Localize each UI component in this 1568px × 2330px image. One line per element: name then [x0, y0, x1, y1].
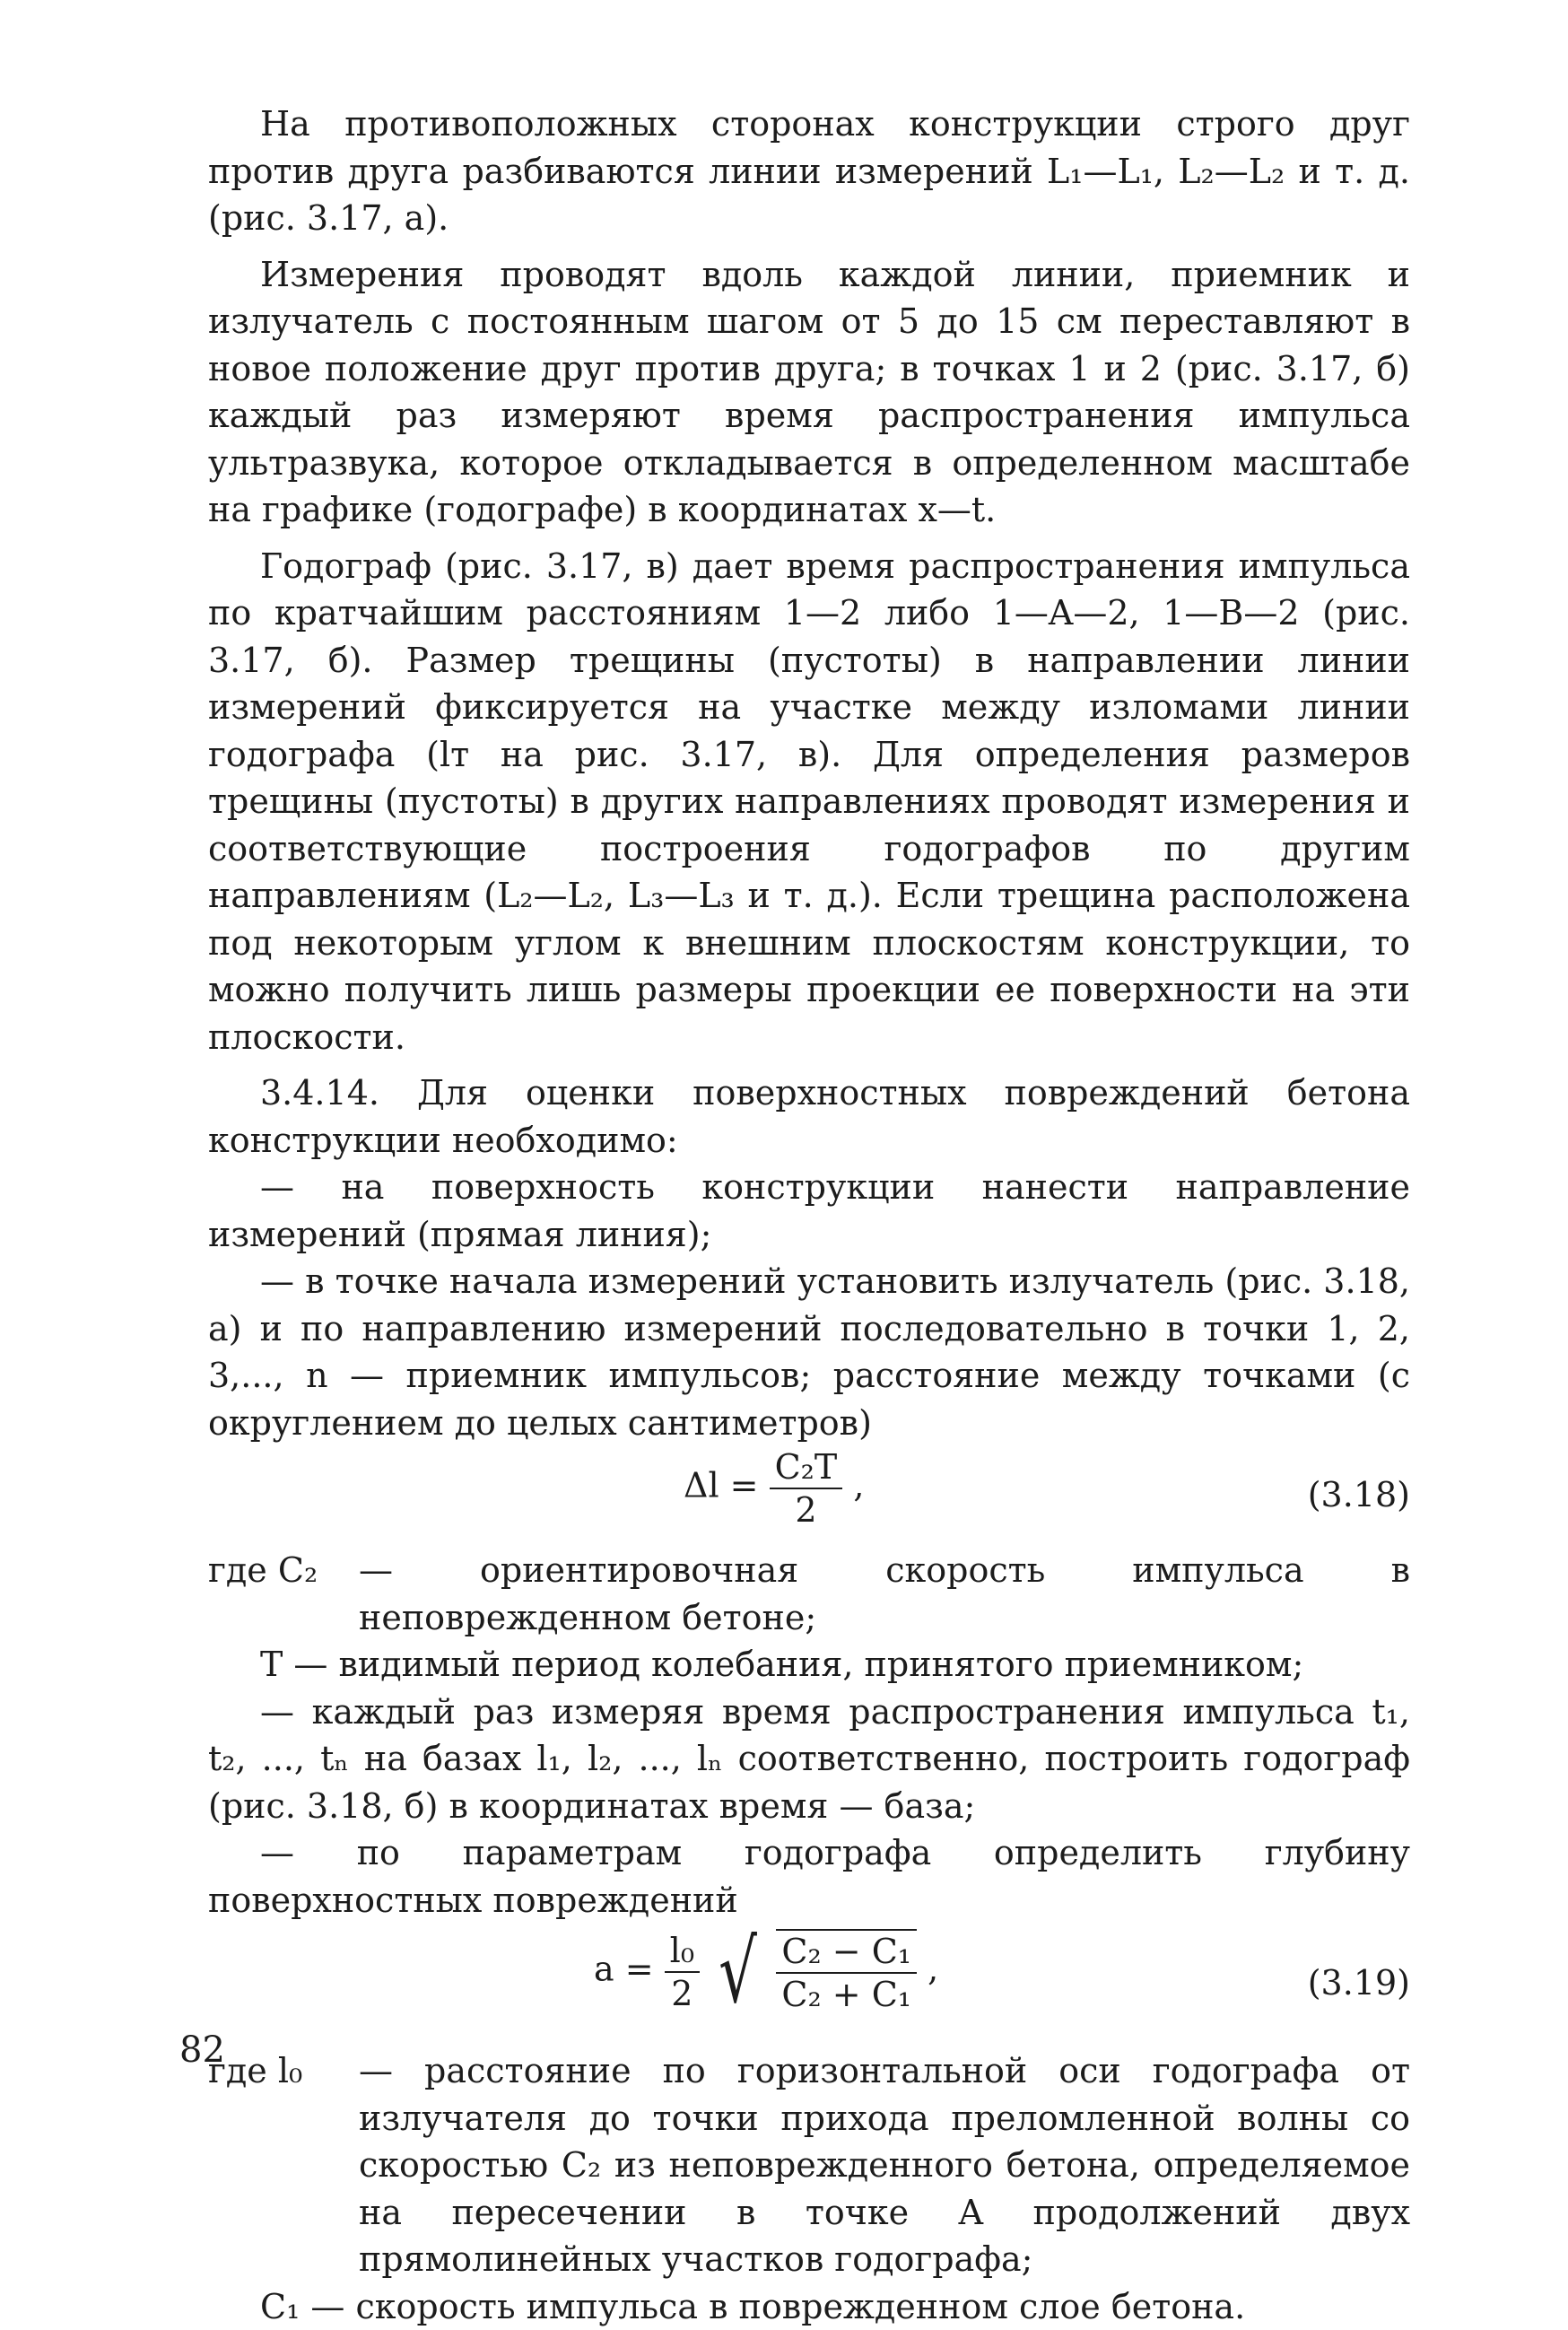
- dash-item-2: — в точке начала измерений установить излучатель (рис. 3.18, а) и по направлению измерений последовательно в точки 1, 2, 3,..., n — приемник импульсов; расстояние между точками (с округлением до целых сантиметров): [208, 1258, 1410, 1446]
- formula-3-18-denominator: 2: [770, 1489, 843, 1531]
- radicand-fraction: [776, 1931, 917, 2015]
- page-number: 82: [179, 2029, 225, 2071]
- equation-number-3-19: (3.19): [1308, 1959, 1410, 2007]
- equation-number-3-18: (3.18): [1308, 1471, 1410, 1519]
- dash-item-3: — каждый раз измеряя время распространения импульса t₁, t₂, ..., tₙ на базах l₁, l₂, ..., lₙ соответственно, построить годограф (рис. 3.18, б) в координатах время — база;: [208, 1689, 1410, 1830]
- where-block-2: [208, 2047, 1410, 2283]
- dash-item-1: — на поверхность конструкции нанести направление измерений (прямая линия);: [208, 1164, 1410, 1258]
- formula-3-19-sqrt: [710, 1929, 917, 2015]
- paragraph-4: 3.4.14. Для оценки поверхностных повреждений бетона конструкции необходимо:: [208, 1069, 1410, 1164]
- formula-3-18-body: [684, 1446, 864, 1531]
- dash-item-4: — по параметрам годографа определить глубину поверхностных повреждений: [208, 1829, 1410, 1924]
- where-label-c2: где C₂: [208, 1547, 318, 1594]
- formula-3-18-numerator: C₂T: [770, 1446, 843, 1489]
- formula-3-19: [208, 1924, 1410, 2047]
- formula-3-19-numerator: l₀: [665, 1930, 700, 1973]
- sqrt-symbol-icon: √: [719, 1929, 757, 2015]
- radicand-numerator: C₂ − C₁: [776, 1931, 917, 1974]
- formula-3-18-tail: ,: [853, 1466, 864, 1505]
- paragraph-3: Годограф (рис. 3.17, в) дает время распространения импульса по кратчайшим расстояниям 1—2 либо 1—A—2, 1—B—2 (рис. 3.17, б). Размер трещины (пустоты) в направлении линии измерений фиксируется на участке между изломами линии годографа (lт на рис. 3.17, в). Для определения размеров трещины (пустоты) в других направлениях проводят измерения и соответствующие построения годографов по другим направлениям (L₂—L₂, L₃—L₃ и т. д.). Если трещина расположена под некоторым углом к внешним плоскостям конструкции, то можно получить лишь размеры проекции ее поверхности на эти плоскости.: [208, 543, 1410, 1061]
- paragraph-1: На противоположных сторонах конструкции строго друг против друга разбиваются линии измерений L₁—L₁, L₂—L₂ и т. д. (рис. 3.17, а).: [208, 100, 1410, 242]
- paragraph-2: Измерения проводят вдоль каждой линии, приемник и излучатель с постоянным шагом от 5 до 15 см переставляют в новое положение друг против друга; в точках 1 и 2 (рис. 3.17, б) каждый раз измеряют время распространения импульса ультразвука, которое откладывается в определенном масштабе на графике (годографе) в координатах x—t.: [208, 251, 1410, 534]
- where-block-1: [208, 1547, 1410, 1641]
- where-t-definition: T — видимый период колебания, принятого приемником;: [208, 1641, 1410, 1689]
- formula-3-18: [208, 1446, 1410, 1547]
- formula-3-18-lhs: Δl =: [684, 1466, 759, 1505]
- where-c2-text: — ориентировочная скорость импульса в неповрежденном бетоне;: [359, 1547, 1410, 1641]
- formula-3-19-denominator: 2: [665, 1973, 700, 2014]
- formula-3-18-fraction: [770, 1446, 843, 1531]
- formula-3-19-tail: ,: [928, 1950, 938, 1989]
- where-label-l0: где l₀: [208, 2047, 302, 2095]
- radicand-denominator: C₂ + C₁: [776, 1974, 917, 2015]
- formula-3-19-fraction: [665, 1930, 700, 2014]
- formula-3-19-lhs: a =: [594, 1950, 654, 1989]
- where-c1-definition: C₁ — скорость импульса в поврежденном слое бетона.: [208, 2283, 1410, 2330]
- formula-3-19-body: [594, 1929, 938, 2015]
- where-l0-text: — расстояние по горизонтальной оси годографа от излучателя до точки прихода преломленной волны со скоростью C₂ из неповрежденного бетона, определяемое на пересечении в точке A продолжений двух прямолинейных участков годографа;: [359, 2047, 1410, 2283]
- page-body: [208, 100, 1410, 2330]
- formula-3-19-radicand: [776, 1929, 917, 2015]
